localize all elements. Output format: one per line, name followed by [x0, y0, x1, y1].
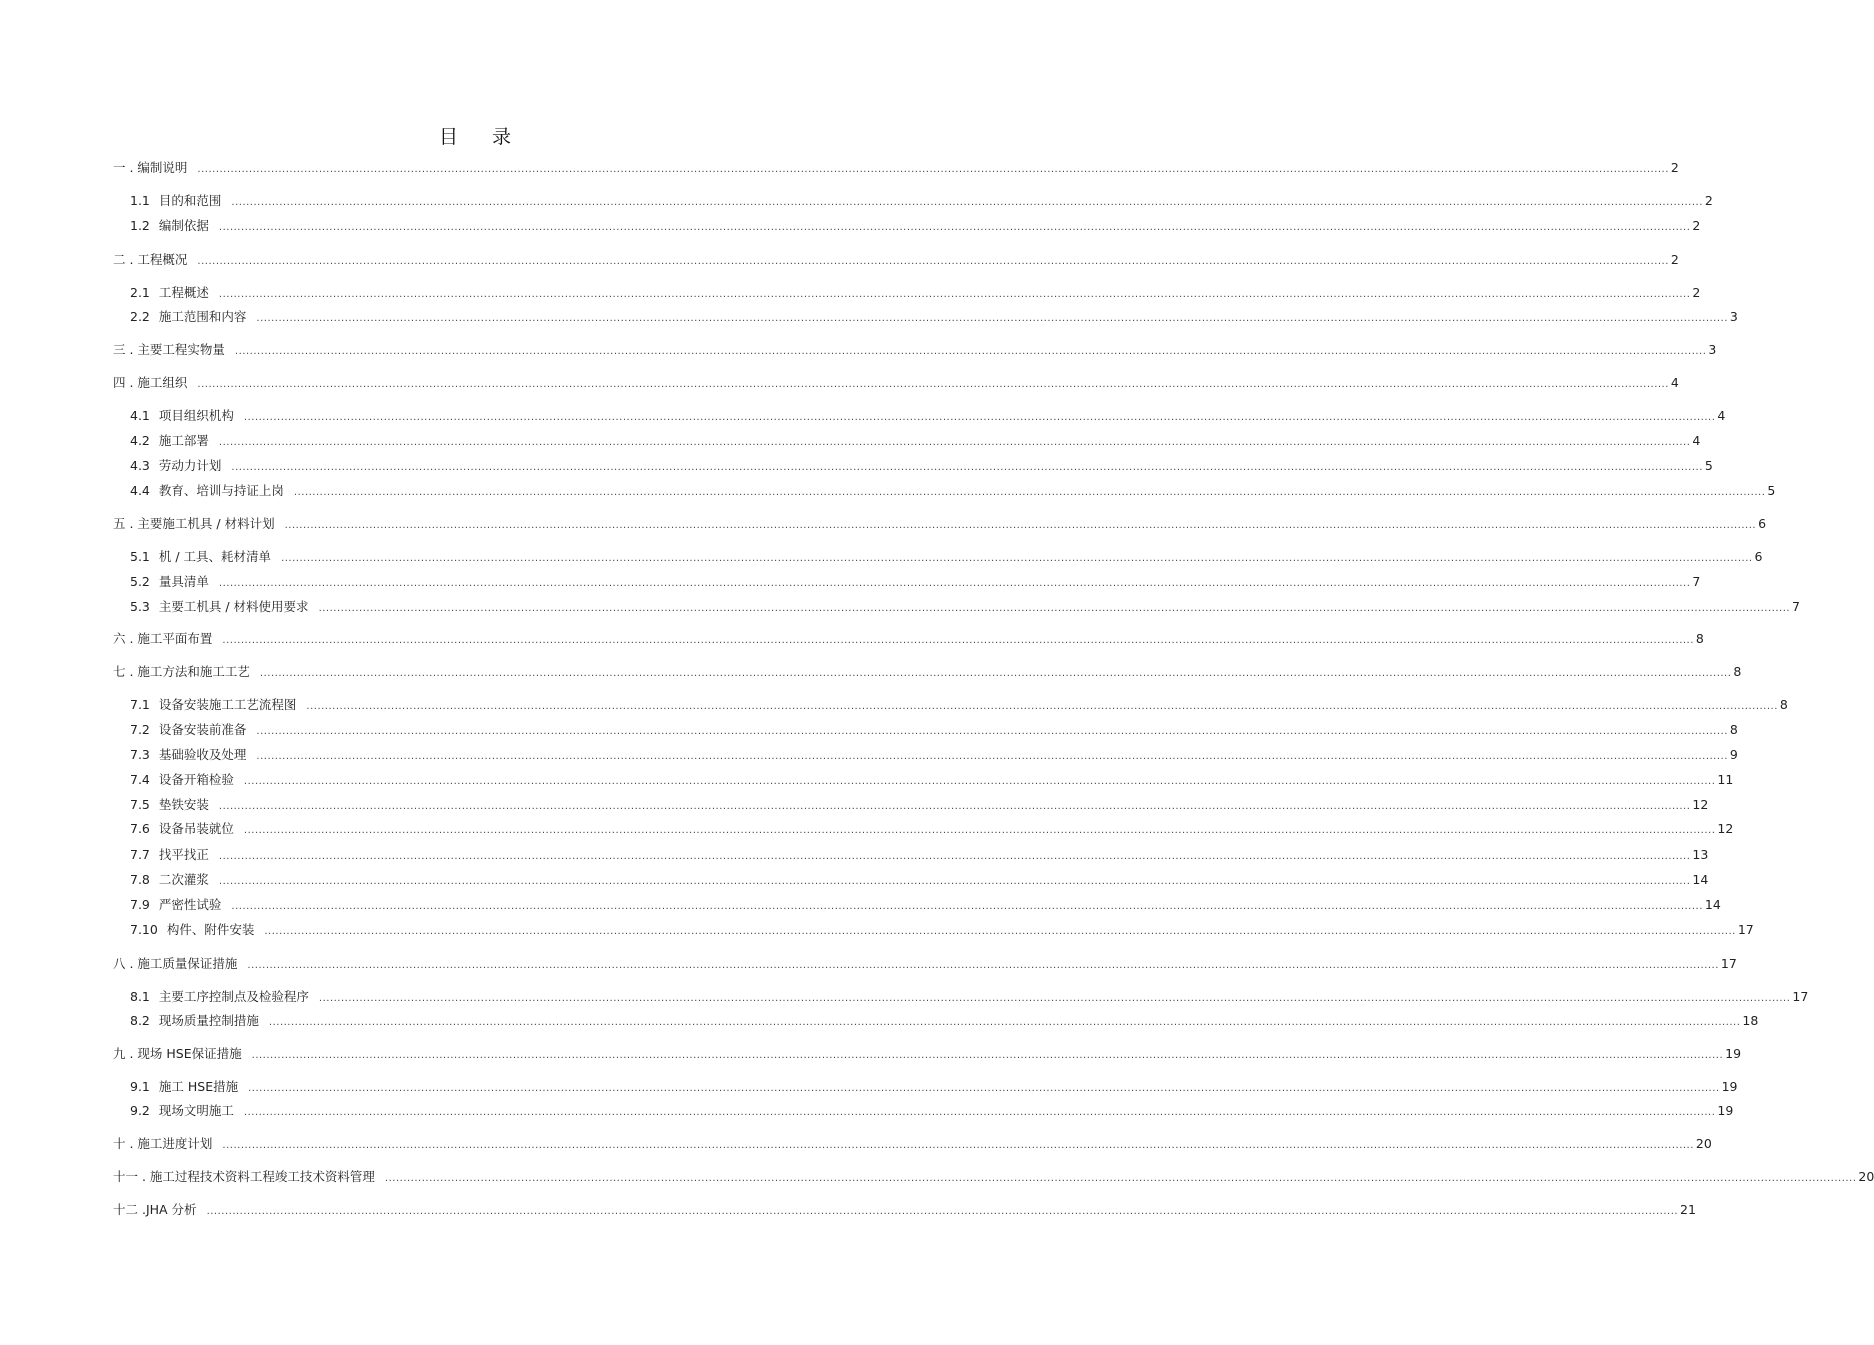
toc-entry[interactable] [130, 407, 1726, 425]
toc-entry[interactable] [130, 1102, 1734, 1120]
toc-entry-text: 设备吊装就位 [158, 821, 234, 836]
toc-entry-page: 6 [1754, 549, 1763, 564]
toc-entry[interactable] [130, 457, 1713, 475]
toc-entry-number: 2.2 [130, 309, 150, 324]
dot-leader: ................................................................................................................................................................................................................................................................................................................................................................................................................ [243, 412, 1716, 423]
toc-entry-number: 7.3 [130, 747, 150, 762]
toc-entry-text: 项目组织机构 [158, 408, 234, 423]
toc-entry[interactable] [130, 217, 1701, 235]
toc-entry-title [130, 217, 209, 235]
dot-leader: ................................................................................................................................................................................................................................................................................................................................................................................................................ [197, 164, 1669, 175]
toc-entry-number: 7.8 [130, 872, 150, 887]
dot-leader: ................................................................................................................................................................................................................................................................................................................................................................................................................ [231, 462, 1703, 473]
dot-leader: ................................................................................................................................................................................................................................................................................................................................................................................................................ [218, 876, 1691, 887]
toc-entry-number: 9.2 [130, 1103, 150, 1118]
toc-entry-text: 工程概述 [158, 285, 209, 300]
toc-entry-text: 九 . 现场 HSE保证措施 [113, 1046, 242, 1061]
toc-entry-text: 二次灌浆 [158, 872, 209, 887]
toc-entry-number: 7.10 [130, 922, 158, 937]
toc-entry-text: 七 . 施工方法和施工工艺 [113, 664, 250, 679]
toc-entry-number: 7.7 [130, 847, 150, 862]
toc-entry[interactable] [130, 598, 1800, 616]
dot-leader: ................................................................................................................................................................................................................................................................................................................................................................................................................ [306, 701, 1778, 712]
dot-leader: ................................................................................................................................................................................................................................................................................................................................................................................................................ [218, 437, 1691, 448]
toc-entry-title [113, 663, 250, 681]
toc-entry[interactable] [130, 846, 1709, 864]
toc-entry-title [113, 955, 237, 973]
toc-entry-page: 17 [1737, 922, 1754, 937]
dot-leader: ................................................................................................................................................................................................................................................................................................................................................................................................................ [243, 1107, 1716, 1118]
toc-entry-page: 20 [1695, 1136, 1712, 1151]
toc-entry-number: 4.1 [130, 408, 150, 423]
dot-leader: ................................................................................................................................................................................................................................................................................................................................................................................................................ [197, 256, 1669, 267]
toc-entry-page: 6 [1758, 516, 1767, 531]
toc-entry-number: 8.1 [130, 989, 150, 1004]
toc-entry-text: 设备安装施工工艺流程图 [158, 697, 297, 712]
toc-entry[interactable] [130, 573, 1701, 591]
dot-leader: ................................................................................................................................................................................................................................................................................................................................................................................................................ [243, 776, 1716, 787]
toc-entry-page: 3 [1708, 342, 1717, 357]
dot-leader: ................................................................................................................................................................................................................................................................................................................................................................................................................ [218, 801, 1691, 812]
toc-entry[interactable] [113, 955, 1737, 973]
toc-entry-text: 机 / 工具、耗材清单 [158, 549, 272, 564]
toc-entry-text: 目的和范围 [158, 193, 222, 208]
toc-entry-page: 7 [1792, 599, 1800, 614]
toc-entry[interactable] [113, 515, 1767, 533]
dot-leader: ................................................................................................................................................................................................................................................................................................................................................................................................................ [234, 346, 1707, 357]
toc-entry-text: 垫铁安装 [158, 797, 209, 812]
dot-leader: ................................................................................................................................................................................................................................................................................................................................................................................................................ [318, 993, 1791, 1004]
toc-entry[interactable] [113, 251, 1679, 269]
toc-entry-title [130, 284, 209, 302]
toc-entry-page: 21 [1680, 1202, 1696, 1217]
toc-entry-text: 现场文明施工 [158, 1103, 234, 1118]
dot-leader: ................................................................................................................................................................................................................................................................................................................................................................................................................ [256, 726, 1728, 737]
toc-entry[interactable] [113, 374, 1679, 392]
toc-entry-title [113, 1168, 375, 1186]
toc-entry[interactable] [130, 696, 1788, 714]
toc-entry-page: 19 [1725, 1046, 1742, 1061]
toc-entry-title [130, 192, 221, 210]
toc-entry[interactable] [113, 1135, 1712, 1153]
toc-entry-number: 7.4 [130, 772, 150, 787]
toc-entry-text: 严密性试验 [158, 897, 222, 912]
toc-entry[interactable] [113, 630, 1704, 648]
toc-entry-number: 7.5 [130, 797, 150, 812]
toc-entry-text: 三 . 主要工程实物量 [113, 342, 225, 357]
dot-leader: ................................................................................................................................................................................................................................................................................................................................................................................................................ [384, 1173, 1857, 1184]
toc-entry-number: 7.2 [130, 722, 150, 737]
toc-entry-title [130, 482, 284, 500]
toc-entry[interactable] [130, 796, 1709, 814]
toc-entry[interactable] [130, 548, 1763, 566]
toc-entry-number: 8.2 [130, 1013, 150, 1028]
toc-entry-number: 7.9 [130, 897, 150, 912]
dot-leader: ................................................................................................................................................................................................................................................................................................................................................................................................................ [318, 603, 1791, 614]
toc-entry-title [130, 921, 254, 939]
toc-entry-page: 2 [1704, 193, 1713, 208]
toc-entry-page: 8 [1733, 664, 1742, 679]
toc-entry[interactable] [130, 746, 1738, 764]
toc-entry-page: 17 [1720, 956, 1737, 971]
toc-entry[interactable] [130, 921, 1754, 939]
dot-leader: ................................................................................................................................................................................................................................................................................................................................................................................................................ [259, 668, 1732, 679]
toc-entry[interactable] [130, 482, 1776, 500]
toc-entry-title [113, 1135, 212, 1153]
toc-entry-page: 11 [1717, 772, 1734, 787]
dot-leader: ................................................................................................................................................................................................................................................................................................................................................................................................................ [218, 222, 1691, 233]
toc-entry[interactable] [130, 771, 1734, 789]
toc-entry-text: 施工范围和内容 [158, 309, 247, 324]
toc-entry-page: 4 [1670, 375, 1679, 390]
toc-entry[interactable] [130, 896, 1721, 914]
dot-leader: ................................................................................................................................................................................................................................................................................................................................................................................................................ [281, 553, 1753, 564]
toc-entry-text: 八 . 施工质量保证措施 [113, 956, 238, 971]
page-title: 目 录 [438, 126, 526, 148]
dot-leader: ................................................................................................................................................................................................................................................................................................................................................................................................................ [218, 851, 1691, 862]
toc-entry-title [130, 1012, 259, 1030]
toc-entry-text: 十二 .JHA 分析 [113, 1202, 197, 1217]
toc-entry-page: 2 [1670, 160, 1679, 175]
toc-entry-title [130, 573, 209, 591]
dot-leader: ................................................................................................................................................................................................................................................................................................................................................................................................................ [256, 313, 1728, 324]
toc-entry-text: 构件、附件安装 [166, 922, 255, 937]
toc-entry-number: 9.1 [130, 1079, 150, 1094]
toc-entry-page: 7 [1692, 574, 1701, 589]
toc-entry-title [130, 871, 209, 889]
toc-entry-title [130, 407, 234, 425]
toc-entry-title [113, 1201, 197, 1219]
toc-entry-text: 十 . 施工进度计划 [113, 1136, 213, 1151]
toc-entry-text: 劳动力计划 [158, 458, 222, 473]
toc-entry-page: 4 [1717, 408, 1726, 423]
toc-entry-page: 2 [1692, 218, 1701, 233]
toc-entry-title [130, 820, 234, 838]
toc-entry[interactable] [113, 341, 1717, 359]
toc-entry-page: 5 [1767, 483, 1776, 498]
toc-entry-text: 量具清单 [158, 574, 209, 589]
toc-entry-text: 主要工序控制点及检验程序 [158, 989, 309, 1004]
toc-entry-text: 二 . 工程概况 [113, 252, 188, 267]
toc-entry[interactable] [113, 1045, 1742, 1063]
toc-entry[interactable] [113, 1201, 1696, 1219]
toc-entry[interactable] [130, 284, 1701, 302]
toc-entry-title [113, 515, 275, 533]
dot-leader: ................................................................................................................................................................................................................................................................................................................................................................................................................ [243, 825, 1716, 836]
toc-entry[interactable] [130, 192, 1713, 210]
toc-entry-number: 1.2 [130, 218, 150, 233]
toc-entry[interactable] [113, 1168, 1874, 1186]
toc-entry-page: 3 [1729, 309, 1738, 324]
toc-entry-page: 9 [1729, 747, 1738, 762]
dot-leader: ................................................................................................................................................................................................................................................................................................................................................................................................................ [256, 751, 1728, 762]
toc-entry-title [130, 696, 296, 714]
dot-leader: ................................................................................................................................................................................................................................................................................................................................................................................................................ [251, 1050, 1724, 1061]
toc-entry-number: 4.4 [130, 483, 150, 498]
toc-entry-text: 找平找正 [158, 847, 209, 862]
toc-entry-title [113, 159, 187, 177]
dot-leader: ................................................................................................................................................................................................................................................................................................................................................................................................................ [284, 520, 1757, 531]
toc-entry-title [113, 374, 187, 392]
toc-entry-title [130, 457, 221, 475]
dot-leader: ................................................................................................................................................................................................................................................................................................................................................................................................................ [268, 1017, 1741, 1028]
toc-entry-page: 2 [1692, 285, 1701, 300]
toc-entry-page: 19 [1721, 1079, 1738, 1094]
toc-entry-title [113, 630, 212, 648]
toc-entry-page: 12 [1692, 797, 1709, 812]
toc-entry-title [130, 432, 209, 450]
dot-leader: ................................................................................................................................................................................................................................................................................................................................................................................................................ [197, 379, 1669, 390]
toc-entry-text: 施工 HSE措施 [158, 1079, 239, 1094]
toc-entry-page: 2 [1670, 252, 1679, 267]
toc-entry-page: 20 [1858, 1169, 1874, 1184]
toc-entry-text: 现场质量控制措施 [158, 1013, 259, 1028]
dot-leader: ................................................................................................................................................................................................................................................................................................................................................................................................................ [222, 1140, 1694, 1151]
dot-leader: ................................................................................................................................................................................................................................................................................................................................................................................................................ [218, 289, 1691, 300]
toc-entry-title [113, 1045, 242, 1063]
toc-entry-title [130, 1102, 234, 1120]
toc-entry-page: 14 [1704, 897, 1721, 912]
toc-entry-title [130, 796, 209, 814]
toc-entry[interactable] [130, 1012, 1759, 1030]
toc-entry-title [113, 251, 187, 269]
toc-entry-title [113, 341, 225, 359]
toc-entry-title [130, 598, 309, 616]
toc-entry-title [130, 746, 246, 764]
dot-leader: ................................................................................................................................................................................................................................................................................................................................................................................................................ [222, 635, 1694, 646]
toc-entry-number: 7.1 [130, 697, 150, 712]
toc-entry[interactable] [130, 871, 1709, 889]
toc-entry-page: 13 [1692, 847, 1709, 862]
toc-entry-number: 4.2 [130, 433, 150, 448]
toc-entry[interactable] [130, 820, 1734, 838]
toc-entry-page: 17 [1792, 989, 1809, 1004]
toc-entry[interactable] [130, 721, 1738, 739]
toc-entry-number: 2.1 [130, 285, 150, 300]
toc-entry-page: 8 [1779, 697, 1788, 712]
toc-entry-text: 一 . 编制说明 [113, 160, 188, 175]
toc-entry[interactable] [113, 159, 1679, 177]
toc-entry-page: 14 [1692, 872, 1709, 887]
toc-entry-title [130, 308, 246, 326]
toc-entry-text: 五 . 主要施工机具 / 材料计划 [113, 516, 275, 531]
toc-entry-page: 12 [1717, 821, 1734, 836]
toc-entry[interactable] [130, 432, 1701, 450]
dot-leader: ................................................................................................................................................................................................................................................................................................................................................................................................................ [231, 197, 1703, 208]
toc-entry-title [130, 721, 246, 739]
toc-entry-text: 设备开箱检验 [158, 772, 234, 787]
toc-entry-title [130, 548, 271, 566]
dot-leader: ................................................................................................................................................................................................................................................................................................................................................................................................................ [231, 901, 1703, 912]
toc-entry-title [130, 1078, 238, 1096]
dot-leader: ................................................................................................................................................................................................................................................................................................................................................................................................................ [248, 1083, 1720, 1094]
toc-entry-title [130, 896, 221, 914]
toc-entry-page: 18 [1742, 1013, 1759, 1028]
toc-entry-text: 主要工机具 / 材料使用要求 [158, 599, 309, 614]
dot-leader: ................................................................................................................................................................................................................................................................................................................................................................................................................ [293, 487, 1766, 498]
toc-entry[interactable] [130, 1078, 1738, 1096]
toc-entry-text: 编制依据 [158, 218, 209, 233]
toc-entry[interactable] [130, 988, 1809, 1006]
toc-entry-text: 十一 . 施工过程技术资料工程竣工技术资料管理 [113, 1169, 375, 1184]
toc-entry-number: 5.1 [130, 549, 150, 564]
toc-entry[interactable] [113, 663, 1742, 681]
toc-entry-title [130, 771, 234, 789]
toc-entry-text: 四 . 施工组织 [113, 375, 188, 390]
toc-entry-number: 1.1 [130, 193, 150, 208]
dot-leader: ................................................................................................................................................................................................................................................................................................................................................................................................................ [218, 578, 1691, 589]
dot-leader: ................................................................................................................................................................................................................................................................................................................................................................................................................ [264, 926, 1736, 937]
dot-leader: ................................................................................................................................................................................................................................................................................................................................................................................................................ [206, 1206, 1679, 1217]
toc-entry-number: 5.2 [130, 574, 150, 589]
toc-entry-number: 7.6 [130, 821, 150, 836]
toc-entry-page: 4 [1692, 433, 1701, 448]
toc-entry-title [130, 988, 309, 1006]
toc-entry[interactable] [130, 308, 1738, 326]
toc-entry-title [130, 846, 209, 864]
toc-entry-text: 施工部署 [158, 433, 209, 448]
toc-entry-text: 设备安装前准备 [158, 722, 247, 737]
dot-leader: ................................................................................................................................................................................................................................................................................................................................................................................................................ [247, 960, 1719, 971]
toc-entry-number: 4.3 [130, 458, 150, 473]
toc-entry-page: 19 [1717, 1103, 1734, 1118]
toc-entry-page: 8 [1695, 631, 1704, 646]
toc-entry-text: 六 . 施工平面布置 [113, 631, 213, 646]
toc-entry-page: 5 [1704, 458, 1713, 473]
toc-entry-text: 教育、培训与持证上岗 [158, 483, 284, 498]
toc-entry-text: 基础验收及处理 [158, 747, 247, 762]
toc-entry-number: 5.3 [130, 599, 150, 614]
toc-entry-page: 8 [1729, 722, 1738, 737]
